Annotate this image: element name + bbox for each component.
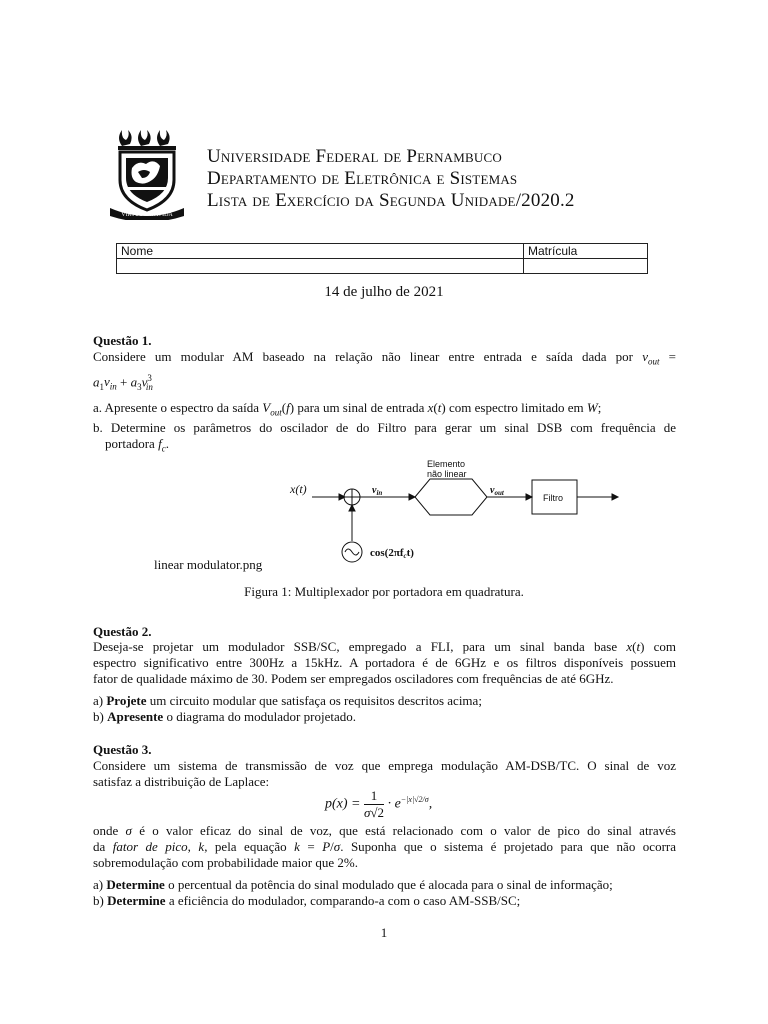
q3-line4-b: pela equação: [214, 839, 287, 854]
diagram-vout-label: v: [490, 485, 495, 496]
q3-line4-c: Suponha que o sistema é projetado para que não ocorra: [350, 839, 677, 854]
diagram-carrier-label: cos(2πf: [370, 547, 404, 559]
q1-item-b-2: portadora: [105, 436, 155, 452]
diagram-carrier-sub: c: [403, 552, 407, 560]
laplace-formula: p(x) = $\frac{1}{\sigma√2}$ · $e^{-|x|√2/\sigma}$,: [325, 788, 433, 820]
svg-text:vout: [490, 485, 505, 497]
department-name: Departamento de Eletrônica e Sistemas: [207, 168, 518, 189]
university-name: Universidade Federal de Pernambuco: [207, 146, 502, 167]
q3-line2: satisfaz a distribuição de Laplace:: [93, 774, 270, 789]
q3-item-a: o percentual da potência do sinal modulado que é alocada para o sinal de informação;: [168, 877, 613, 892]
q2-item-a-bold: Projete: [106, 693, 147, 708]
q2-item-b-bold: Apresente: [107, 709, 164, 724]
q1-item-a-mid: para um sinal de entrada: [297, 399, 425, 415]
q3-line3: é o valor eficaz do sinal de voz, que está relacionado com o valor de pico do sinal através: [139, 823, 676, 838]
diagram-filter-label: Filtro: [543, 493, 563, 503]
name-label: Nome: [117, 244, 524, 259]
q2-line3: fator de qualidade máximo de 30. Podem ser empregados osciladores com frequências de até 6GHz.: [93, 671, 614, 686]
q2-title: Questão 2.: [93, 624, 152, 639]
q1-intro: Considere um modular AM baseado na relação não linear entre entrada e saída dada por: [93, 349, 633, 364]
diagram-carrier-end: t): [406, 547, 414, 559]
id-label: Matrícula: [524, 244, 648, 259]
diagram-element-label-1: Elemento: [427, 459, 466, 469]
q3-body: [93, 758, 676, 790]
q3-line5: sobremodulação com probabilidade maior que 2%.: [93, 855, 358, 870]
q3-line1: Considere um sistema de transmissão de voz que emprega modulação AM-DSB/TC. O sinal de voz: [93, 758, 676, 773]
q1-item-a: a. Apresente o espectro da saída: [93, 399, 260, 415]
q1-body: Considere um modular AM baseado na relação não linear entre entrada e saída dada por $v_{out}$ = $a_1v_{in} + a_3v^3_{in}$ a. Apresente o espectro da saída $V_{out}(f)$ para um sinal de entrada x(t) com espectro limitado em W; b. Determine os parâmetros do oscilador de do Filtro para gerar um sinal DSB com frequência de portadora $f_c$.: [93, 349, 676, 454]
diagram-input-label: x(t): [290, 482, 307, 496]
figure-file-label: linear modulator.png: [154, 557, 263, 572]
q2-line1: Deseja-se projetar um modulador SSB/SC, empregado a FLI, para um sinal banda base: [93, 639, 618, 654]
q1-item-b: b. Determine os parâmetros do oscilador de do Filtro para gerar um sinal DSB com frequência de: [93, 420, 676, 436]
university-logo: [108, 128, 186, 220]
diagram-vin-sub: in: [376, 489, 383, 497]
diagram-vout-sub: out: [494, 489, 504, 497]
q3-title: Questão 3.: [93, 742, 152, 757]
q3-item-a-bold: Determine: [106, 877, 165, 892]
logo-motto: VIRTUS IMPAVIDA: [121, 212, 173, 218]
q1-title: Questão 1.: [93, 333, 152, 348]
svg-text:vin: [372, 485, 382, 497]
name-field[interactable]: [117, 259, 524, 274]
id-field[interactable]: [524, 259, 648, 274]
figure-caption: Figura 1: Multiplexador por portadora em quadratura.: [244, 584, 524, 599]
list-title: Lista de Exercício da Segunda Unidade/2020.2: [207, 190, 575, 211]
q2-item-b: o diagrama do modulador projetado.: [166, 709, 356, 724]
q2-line1-end: com: [653, 639, 676, 654]
diagram-element-label-2: não linear: [427, 469, 467, 479]
modulator-diagram: [282, 455, 622, 573]
q3-item-b-bold: Determine: [107, 893, 166, 908]
q2-body: Deseja-se projetar um modulador SSB/SC, empregado a FLI, para um sinal banda base x(t) com espectro significativo entre 300Hz a 15kHz. A portadora é de 6GHz e os filtros disponíveis possuem fator de qualidade máximo de 30. Podem ser empregados osciladores com frequências de até 6GHz. a) Projete um circuito modular que satisfaça os requisitos descritos acima; b) Apresente o diagrama do modulador projetado.: [93, 639, 676, 724]
q3-body-2: onde σ é o valor eficaz do sinal de voz, que está relacionado com o valor de pico do sinal através da fator de pico, k, pela equação k = P/σ. Suponha que o sistema é projetado para que não ocorra sobremodulação com probabilidade maior que 2%. a) Determine o percentual da potência do sinal modulado que é alocada para o sinal de informação; b) Determine a eficiência do modulador, comparando-a com o caso AM-SSB/SC;: [93, 823, 677, 908]
q3-item-b: a eficiência do modulador, comparando-a com o caso AM-SSB/SC;: [168, 893, 521, 908]
q3-line4-a: da: [93, 839, 106, 854]
document-date: 14 de julho de 2021: [324, 284, 444, 300]
q2-item-a: um circuito modular que satisfaça os requisitos descritos acima;: [149, 693, 482, 708]
header-titles: [207, 146, 575, 212]
page-number: 1: [380, 925, 388, 940]
q2-line2: espectro significativo entre 300Hz a 15kHz. A portadora é de 6GHz e os filtros disponíveis possuem: [93, 655, 676, 670]
q3-term: fator de pico: [112, 839, 188, 854]
svg-text:cos(2πfct): [370, 547, 414, 560]
diagram-vin-label: v: [372, 485, 377, 496]
student-info-table: [116, 243, 648, 274]
q1-item-a-end: com espectro limitado em: [448, 399, 584, 415]
